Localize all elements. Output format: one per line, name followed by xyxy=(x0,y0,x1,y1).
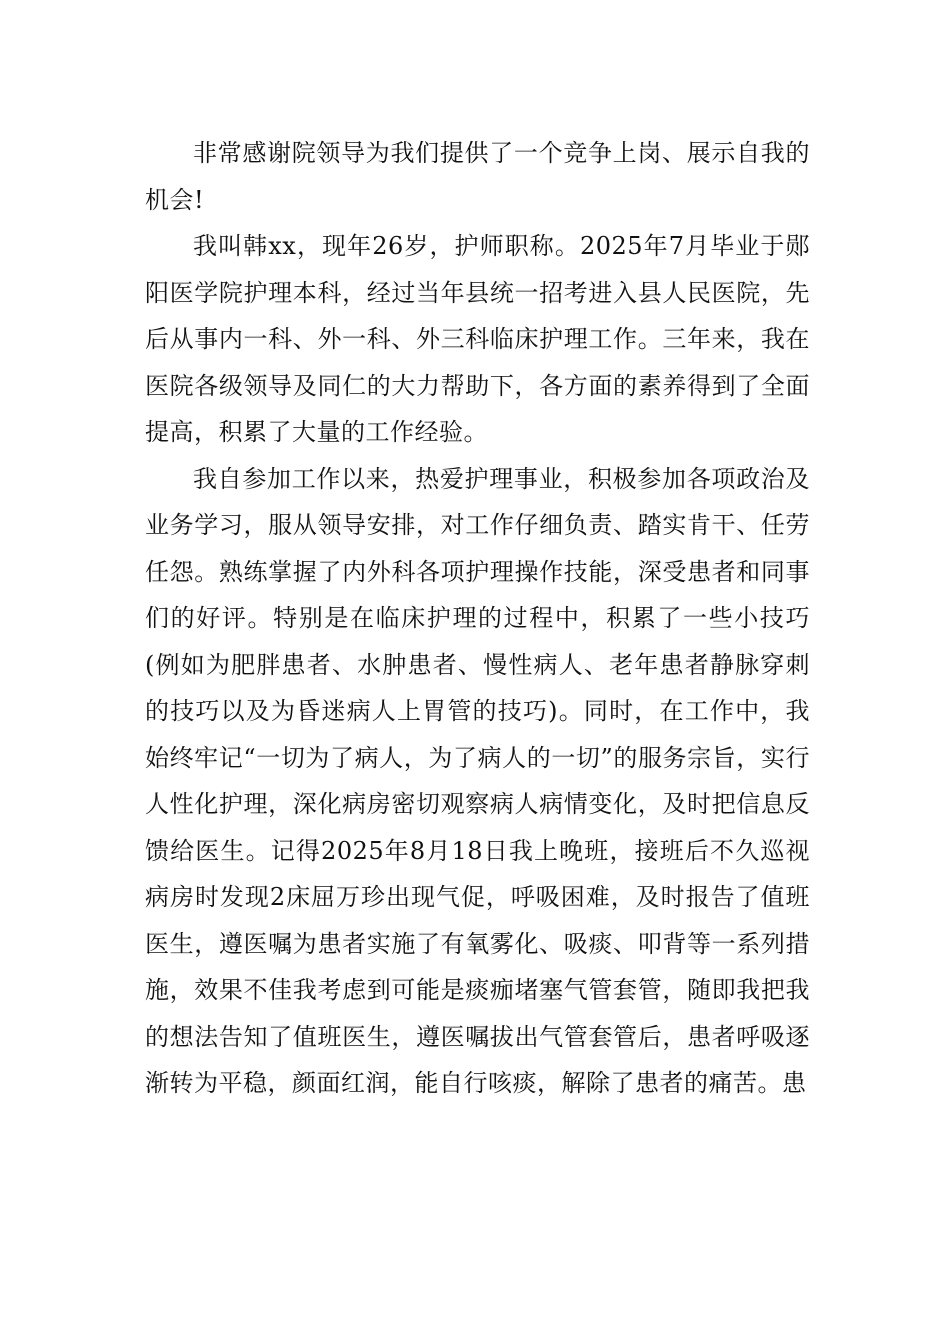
body-text xyxy=(145,130,810,1107)
paragraph-introduction: 我叫韩xx，现年26岁，护师职称。2025年7月毕业于郧阳医学院护理本科，经过当年县统一招考进入县人民医院，先后从事内一科、外一科、外三科临床护理工作。三年来，我在医院各级领导及同仁的大力帮助下，各方面的素养得到了全面提高，积累了大量的工作经验。 xyxy=(145,232,810,446)
paragraph-work-experience: 我自参加工作以来，热爱护理事业，积极参加各项政治及业务学习，服从领导安排，对工作仔细负责、踏实肯干、任劳任怨。熟练掌握了内外科各项护理操作技能，深受患者和同事们的好评。特别是在临床护理的过程中，积累了一些小技巧(例如为肥胖患者、水肿患者、慢性病人、老年患者静脉穿刺的技巧以及为昏迷病人上胃管的技巧)。同时，在工作中，我始终牢记“一切为了病人，为了病人的一切”的服务宗旨，实行人性化护理，深化病房密切观察病人病情变化，及时把信息反馈给医生。记得2025年8月18日我上晚班，接班后不久巡视病房时发现2床屈万珍出现气促，呼吸困难，及时报告了值班医生，遵医嘱为患者实施了有氧雾化、吸痰、叩背等一系列措施，效果不佳我考虑到可能是痰痂堵塞气管套管，随即我把我的想法告知了值班医生，遵医嘱拔出气管套管后，患者呼吸逐渐转为平稳，颜面红润，能自行咳痰，解除了患者的痛苦。患 xyxy=(145,464,810,1097)
paragraph-thanks: 非常感谢院领导为我们提供了一个竞争上岗、展示自我的机会! xyxy=(145,139,810,214)
